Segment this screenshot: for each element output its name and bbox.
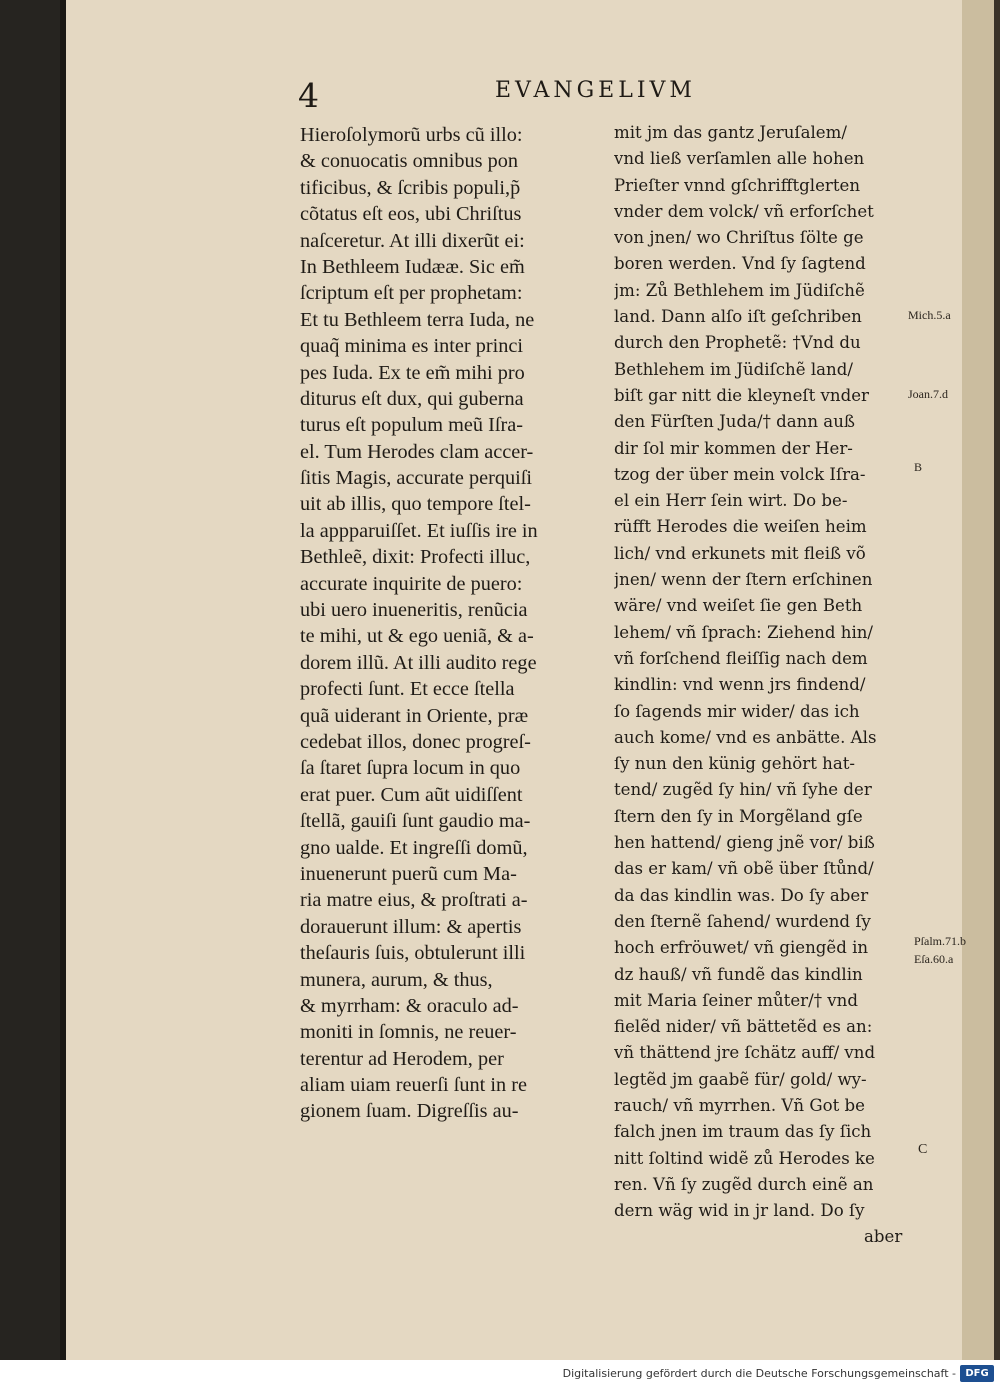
margin-note-joan: Joan.7.d	[908, 387, 948, 401]
text-line: boren werden. Vnd ſy ſagtend	[614, 254, 866, 274]
text-line: legtẽd jm gaabẽ für/ gold/ wy-	[614, 1069, 867, 1089]
text-line: gionem ſuam. Digreſſis au-	[300, 1100, 519, 1123]
text-line: rüfft Herodes die weiſen heim	[614, 517, 867, 537]
text-line: jnen/ wenn der ſtern erſchinen	[614, 570, 873, 590]
text-line: pes Iuda. Ex te em̃ mihi pro	[300, 361, 525, 384]
text-line: lehem/ vñ ſprach: Ziehend hin/	[614, 622, 874, 642]
text-line: ria matre eius, & proſtrati a-	[300, 889, 528, 912]
text-line: ren. Vñ ſy zugẽd durch einẽ an	[614, 1174, 874, 1194]
text-line: rauch/ vñ myrrhen. Vñ Got be	[614, 1095, 865, 1115]
text-line: theſauris ſuis, obtulerunt illi	[300, 942, 526, 965]
text-line: quaq̃ minima es inter princi	[300, 335, 524, 358]
text-line: la appparuiſſet. Et iuſſis ire in	[300, 519, 538, 542]
text-line: te mihi, ut & ego ueniã, & a-	[300, 625, 534, 648]
text-line: ſy nun den künig gehört hat-	[614, 754, 856, 774]
margin-note-psalm: Pſalm.71.b	[914, 934, 967, 948]
text-line: Bethlehem im Jüdiſchẽ land/	[614, 359, 853, 379]
text-line: quã uiderant in Oriente, præ	[300, 704, 529, 727]
text-line: den ſternẽ ſahend/ wurdend ſy	[614, 911, 871, 931]
text-line: dorem illũ. At illi audito rege	[300, 651, 537, 674]
text-line: ſa ſtaret ſupra locum in quo	[300, 757, 521, 780]
text-line: fielẽd nider/ vñ bättetẽd es an:	[614, 1017, 873, 1037]
text-line: vnder dem volck/ vñ erforſchet	[614, 201, 874, 221]
text-line: ſtellã, gauiſi ſunt gaudio ma-	[300, 810, 531, 833]
text-line: tend/ zugẽd ſy hin/ vñ ſyhe der	[614, 780, 872, 800]
text-line: Prieſter vnnd gſchrifftglerten	[614, 175, 861, 195]
text-line: vñ thättend jre ſchätz auff/ vnd	[614, 1043, 876, 1063]
text-line: dorauerunt illum: & apertis	[300, 915, 522, 938]
text-line: hoch erfröuwet/ vñ giengẽd in	[614, 938, 869, 958]
running-head: EVANGELIVM	[495, 78, 696, 103]
text-line: profecti ſunt. Et ecce ſtella	[300, 678, 515, 701]
text-line: munera, aurum, & thus,	[300, 968, 493, 991]
text-line: jm: Zů Bethlehem im Jüdiſchẽ	[614, 280, 865, 300]
dfg-logo: DFG	[960, 1365, 994, 1382]
footer-credit: Digitalisierung gefördert durch die Deutsche Forschungsgemeinschaft -	[562, 1367, 956, 1380]
text-line: vnd ließ verſamlen alle hohen	[614, 149, 865, 169]
text-line: el. Tum Herodes clam accer-	[300, 440, 534, 463]
text-line: biſt gar nitt die kleyneſt vnder	[614, 385, 869, 405]
text-line: durch den Prophetẽ: †Vnd du	[614, 333, 861, 353]
text-line: auch kome/ vnd es anbätte. Als	[614, 727, 877, 747]
page-number: 4	[298, 76, 319, 115]
text-line: inuenerunt puerũ cum Ma-	[300, 862, 517, 885]
text-line: & conuocatis omnibus pon	[300, 150, 519, 173]
text-line: gno ualde. Et ingreſſi domũ,	[300, 836, 528, 859]
text-line: land. Dann alſo iſt geſchriben	[614, 307, 862, 327]
text-line: accurate inquirite de puero:	[300, 572, 523, 595]
latin-column	[300, 122, 598, 1125]
text-line: Hieroſolymorũ urbs cũ illo:	[300, 124, 523, 146]
text-line: tzog der über mein volck Iſra-	[614, 464, 866, 484]
text-line: falch jnen im traum das ſy ſich	[614, 1122, 872, 1142]
margin-note-mich: Mich.5.a	[908, 308, 951, 322]
text-line: das er kam/ vñ obẽ über ſtůnd/	[614, 859, 874, 879]
margin-note-esa: Eſa.60.a	[914, 952, 954, 966]
text-line: mit jm das gantz Jeruſalem/	[614, 123, 847, 142]
text-line: tificibus, & ſcribis populi,p̃	[300, 176, 521, 199]
text-line: uit ab illis, quo tempore ſtel-	[300, 493, 531, 516]
text-line: erat puer. Cum aũt uidiſſent	[300, 783, 523, 806]
text-line: kindlin: vnd wenn jrs findend/	[614, 675, 866, 695]
text-line: turus eſt populum meũ Iſra-	[300, 414, 524, 437]
text-line: ſitis Magis, accurate perquiſi	[300, 467, 533, 490]
text-line: ſcriptum eſt per prophetam:	[300, 282, 523, 305]
text-line: lich/ vnd erkunets mit fleiß võ	[614, 543, 866, 563]
text-line: mit Maria ſeiner můter/† vnd	[614, 990, 858, 1010]
text-line: cedebat illos, donec progreſ-	[300, 730, 531, 753]
text-line: diturus eſt dux, qui guberna	[300, 387, 524, 410]
text-line: ſtern den ſy in Morgẽland gſe	[614, 806, 863, 826]
text-line: aber	[864, 1227, 903, 1247]
german-column	[614, 120, 906, 1251]
text-line: ſo ſagends mir wider/ das ich	[614, 701, 860, 721]
footer-bar	[0, 1360, 1000, 1391]
text-line: ubi uero inueneritis, renũcia	[300, 599, 528, 622]
text-line: terentur ad Herodem, per	[300, 1047, 504, 1070]
text-line: aliam uiam reuerſi ſunt in re	[300, 1074, 527, 1097]
page-edge-shadow	[994, 0, 1000, 1360]
text-line: dern wäg wid in jr land. Do ſy	[614, 1201, 865, 1221]
text-line: dir ſol mir kommen der Her-	[614, 438, 853, 458]
text-line: cõtatus eſt eos, ubi Chriſtus	[300, 203, 522, 226]
margin-note-c: C	[918, 1142, 928, 1157]
text-line: wäre/ vnd weiſet ſie gen Beth	[614, 596, 863, 616]
text-line: nitt ſoltind widẽ zů Herodes ke	[614, 1148, 875, 1168]
text-line: naſceretur. At illi dixerũt ei:	[300, 229, 525, 252]
text-line: vñ forſchend fleiſſig nach dem	[614, 648, 868, 668]
text-line: da das kindlin was. Do ſy aber	[614, 885, 869, 905]
text-line: dz hauß/ vñ fundẽ das kindlin	[614, 964, 863, 984]
text-line: hen hattend/ gieng jnẽ vor/ biß	[614, 833, 875, 853]
margin-note-b: B	[914, 460, 923, 474]
text-line: Bethleẽ, dixit: Profecti illuc,	[300, 546, 531, 569]
text-line: moniti in ſomnis, ne reuer-	[300, 1021, 517, 1044]
text-line: den Fürſten Juda/† dann auß	[614, 412, 855, 432]
text-line: In Bethleem Iudææ. Sic em̃	[300, 255, 525, 278]
text-line: el ein Herr ſein wirt. Do be-	[614, 491, 848, 511]
text-line: & myrrham: & oraculo ad-	[300, 994, 519, 1017]
text-line: Et tu Bethleem terra Iuda, ne	[300, 308, 535, 331]
text-line: von jnen/ wo Chriſtus ſölte ge	[614, 228, 864, 248]
